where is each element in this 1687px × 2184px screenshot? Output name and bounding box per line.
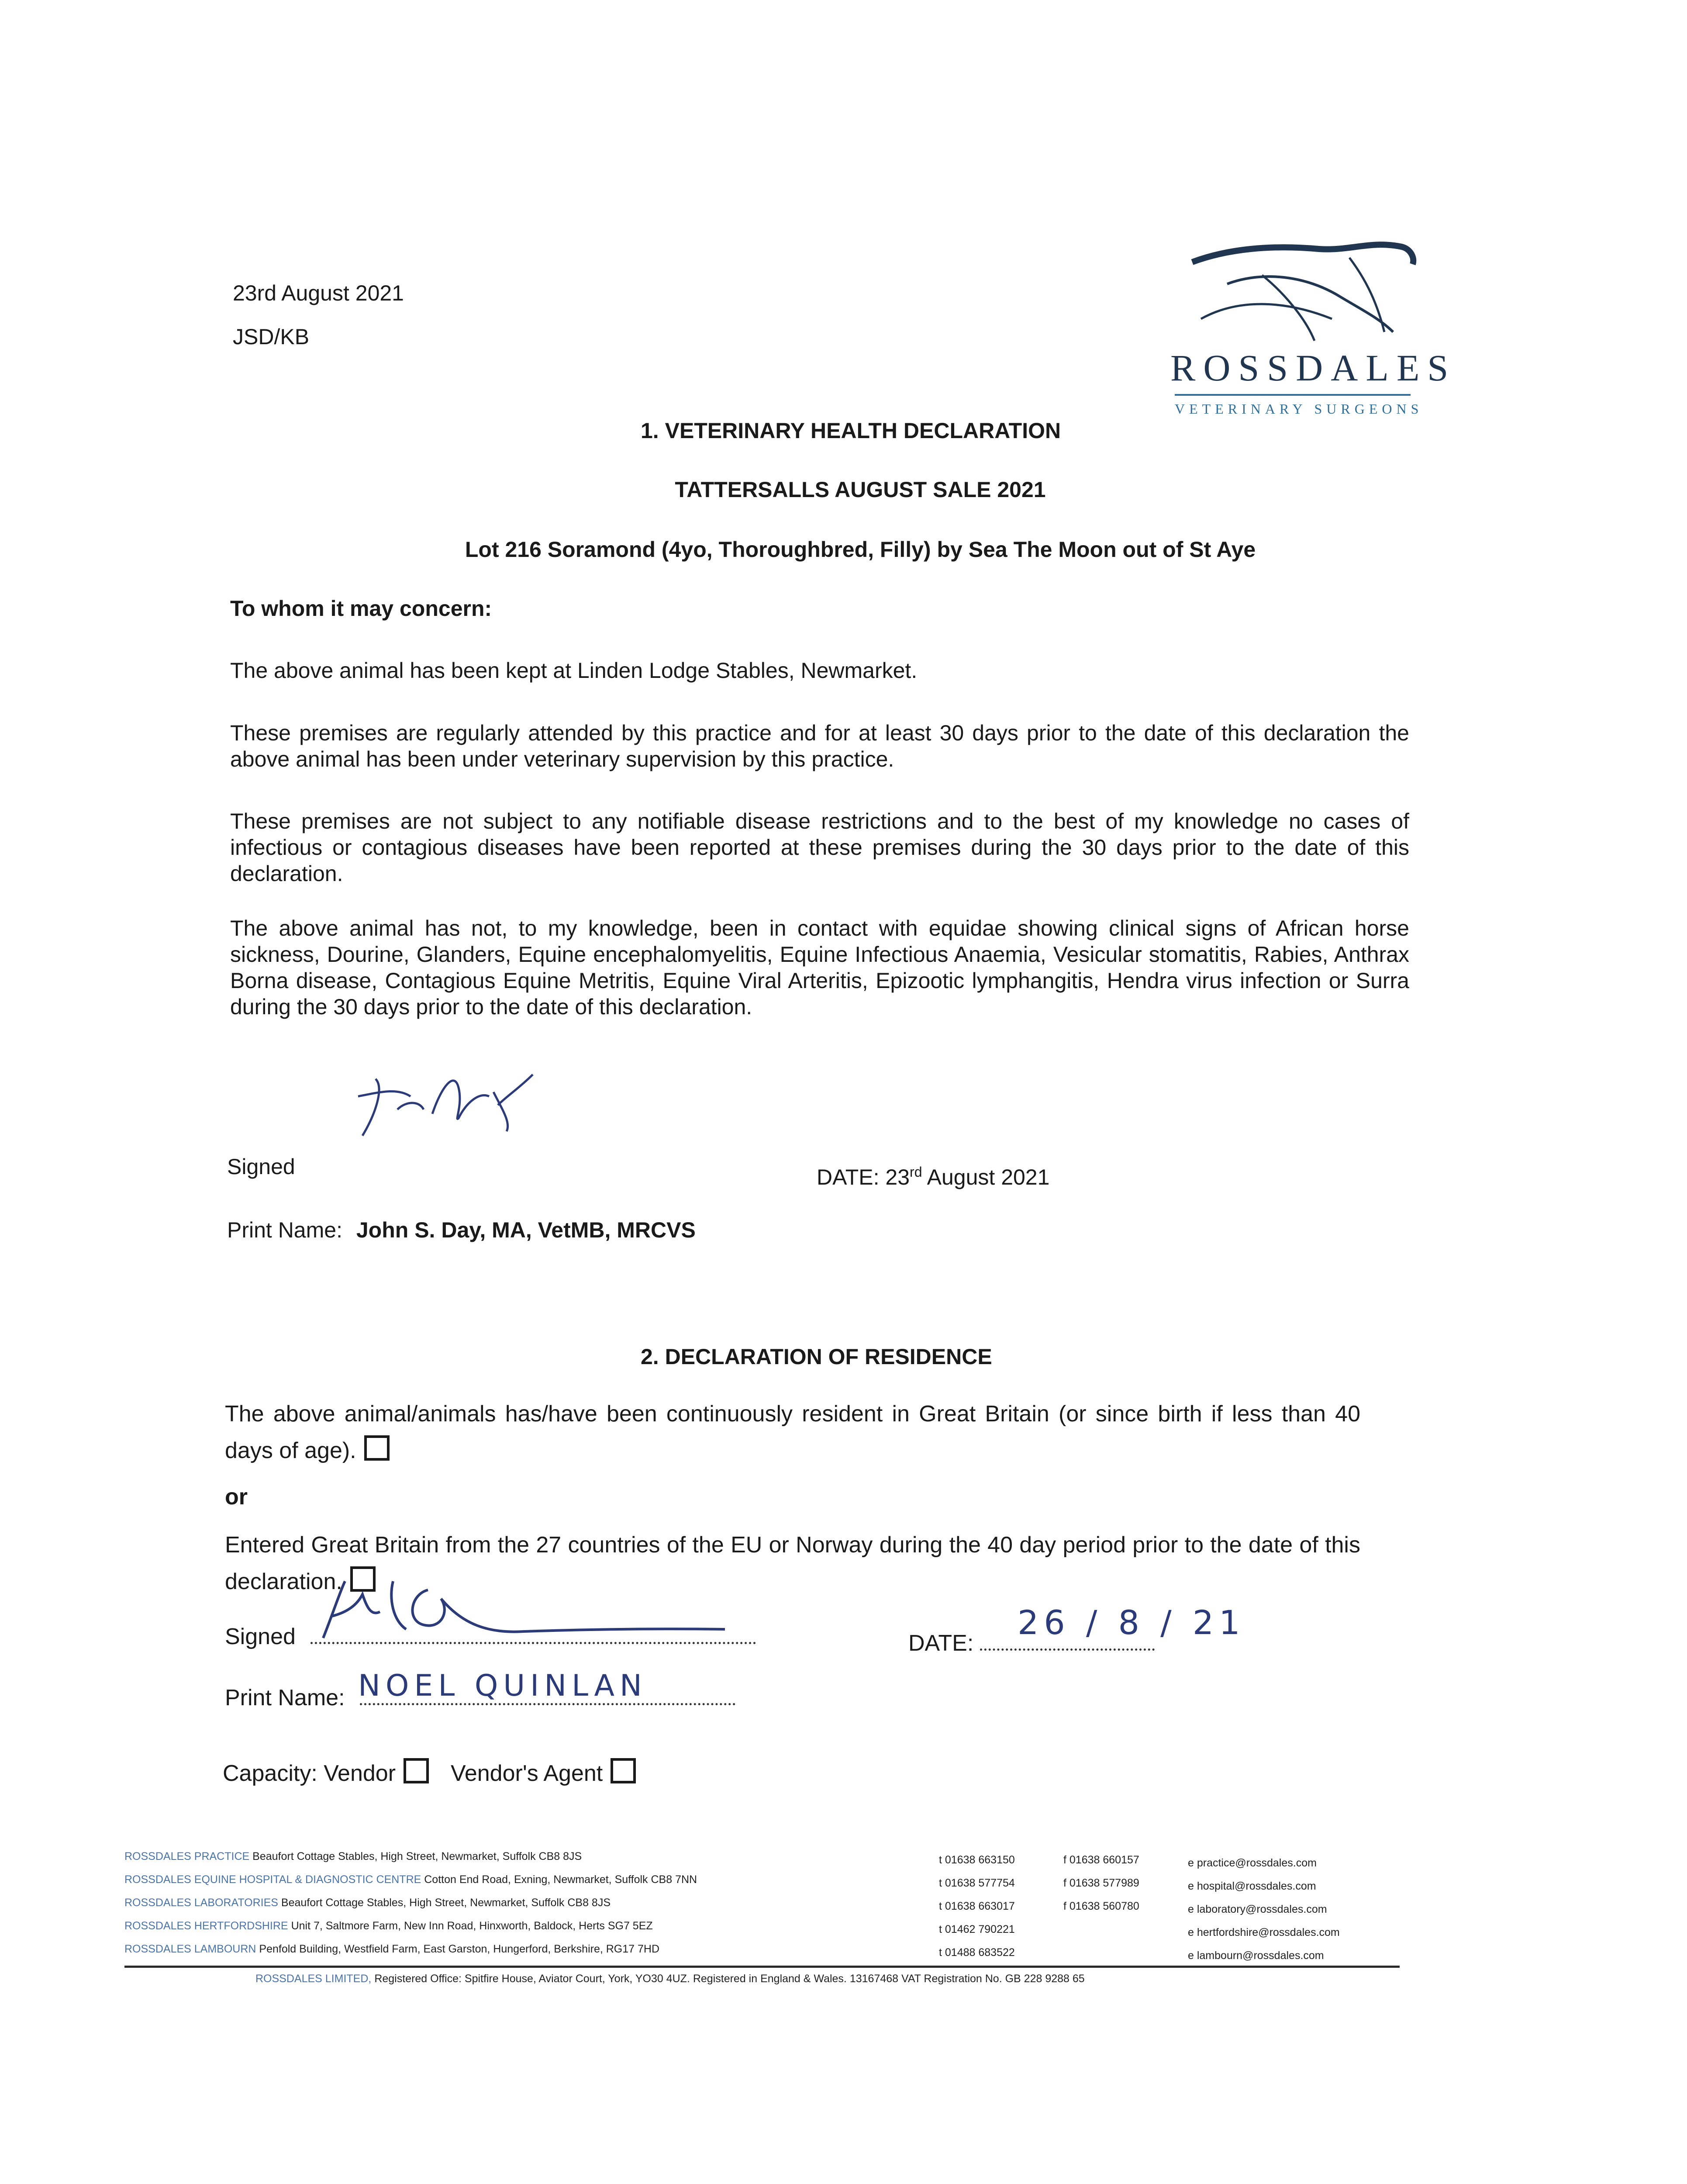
footer-row-hertfordshire [124,1919,653,1932]
print-name-row-1 [227,1216,696,1244]
lot-title: Lot 216 Soramond (4yo, Thoroughbred, Filly) by Sea The Moon out of St Aye [465,537,1256,562]
horse-logo-icon [1175,232,1419,345]
residence-option-2-text: Entered Great Britain from the 27 countries of the EU or Norway during the 40 day period prior to the date of this declaration. [225,1532,1360,1594]
footer-fax-laboratories: f 01638 560780 [1063,1900,1139,1912]
vet-signature-icon [345,1061,572,1158]
date-label-1: DATE: 23 [817,1165,910,1189]
date-line-2[interactable] [980,1648,1155,1651]
letter-date: 23rd August 2021 [233,281,404,305]
section1-title: 1. VETERINARY HEALTH DECLARATION [641,418,1061,443]
vendor-signature-icon [306,1564,786,1651]
capacity-vendor-checkbox[interactable] [404,1758,429,1783]
reference-code: JSD/KB [233,325,310,349]
sale-title: TATTERSALLS AUGUST SALE 2021 [675,477,1046,502]
capacity-agent-checkbox[interactable] [611,1758,636,1783]
footer-address-hospital: Cotton End Road, Exning, Newmarket, Suffolk CB8 7NN [424,1873,697,1886]
paragraph-premises: The above animal has been kept at Linden Lodge Stables, Newmarket. [230,658,918,683]
declaration-date-1 [817,1158,1049,1191]
or-label: or [225,1484,248,1510]
footer-registered-name: ROSSDALES LIMITED, [255,1973,372,1985]
section2-title: 2. DECLARATION OF RESIDENCE [641,1344,992,1369]
vet-print-name: John S. Day, MA, VetMB, MRCVS [356,1218,696,1242]
signed-label-1: Signed [227,1154,295,1179]
footer-row-lambourn [124,1942,659,1956]
footer-email-lambourn[interactable]: e lambourn@rossdales.com [1188,1949,1324,1962]
vendor-date-handwritten: 26 / 8 / 21 [1018,1603,1245,1642]
rossdales-logo [1162,232,1456,424]
date-suffix-1: rd [910,1164,922,1180]
footer-email-laboratories[interactable]: e laboratory@rossdales.com [1188,1903,1327,1915]
footer-email-hospital[interactable]: e hospital@rossdales.com [1188,1880,1316,1892]
residence-option-1 [225,1396,1360,1469]
footer-tel-lambourn: t 01488 683522 [939,1946,1015,1959]
footer-fax-hospital: f 01638 577989 [1063,1877,1139,1889]
footer-name-hertfordshire: ROSSDALES HERTFORDSHIRE [124,1920,288,1932]
footer-address-hertfordshire: Unit 7, Saltmore Farm, New Inn Road, Hinxworth, Baldock, Herts SG7 5EZ [291,1920,653,1932]
residence-option-1-checkbox[interactable] [364,1435,390,1461]
salutation: To whom it may concern: [230,596,492,621]
paragraph-contact: The above animal has not, to my knowledge, been in contact with equidae showing clinical signs of African horse sickness, Dourine, Glanders, Equine encephalomyelitis, Equine Infectious Anaemia, Vesicular stomatitis, Rabies, Anthrax Borna disease, Contagious Equine Metritis, Equine Viral Arteritis, Epizootic lymphangitis, Hendra virus infection or Surra during the 30 days prior to the date of this declaration. [230,916,1409,1019]
footer-address-practice: Beaufort Cottage Stables, High Street, Newmarket, Suffolk CB8 8JS [252,1850,582,1863]
print-name-label-2: Print Name: [225,1685,345,1711]
footer-row-practice [124,1850,582,1863]
footer-tel-practice: t 01638 663150 [939,1854,1015,1866]
capacity-agent-label: Vendor's Agent [451,1761,603,1786]
footer-name-practice: ROSSDALES PRACTICE [124,1850,250,1863]
logo-name: ROSSDALES [1170,347,1456,389]
footer-name-laboratories: ROSSDALES LABORATORIES [124,1897,278,1909]
footer-registered [255,1972,1085,1985]
footer-email-practice[interactable]: e practice@rossdales.com [1188,1857,1317,1869]
footer-tel-hertfordshire: t 01462 790221 [939,1923,1015,1935]
signed-label-2: Signed [225,1624,296,1649]
date-rest-1: August 2021 [922,1165,1050,1189]
footer-name-lambourn: ROSSDALES LAMBOURN [124,1943,256,1955]
footer-name-hospital: ROSSDALES EQUINE HOSPITAL & DIAGNOSTIC CENTRE [124,1873,421,1886]
print-name-line-2[interactable] [360,1703,735,1705]
footer-email-hertfordshire[interactable]: e hertfordshire@rossdales.com [1188,1926,1340,1939]
capacity-row [223,1758,636,1787]
logo-rule [1175,394,1411,396]
footer-tel-hospital: t 01638 577754 [939,1877,1015,1889]
footer-address-laboratories: Beaufort Cottage Stables, High Street, Newmarket, Suffolk CB8 8JS [281,1897,611,1909]
paragraph-disease-restrictions: These premises are not subject to any notifiable disease restrictions and to the best of my knowledge no cases of infectious or contagious diseases have been reported at these premises during the 30 days prior to the date of this declaration. [230,809,1409,886]
footer-fax-practice: f 01638 660157 [1063,1854,1139,1866]
paragraph-supervision: These premises are regularly attended by this practice and for at least 30 days prior to the date of this declaration the above animal has been under veterinary supervision by this practice. [230,721,1409,771]
footer-tel-laboratories: t 01638 663017 [939,1900,1015,1912]
date-label-2: DATE: [908,1631,974,1656]
footer-registered-text: Registered Office: Spitfire House, Aviator Court, York, YO30 4UZ. Registered in England & Wales. 13167468 VAT Registration No. GB 228 9288 65 [374,1973,1085,1985]
footer-divider [124,1966,1400,1968]
footer-row-hospital [124,1873,697,1886]
footer-row-laboratories [124,1896,611,1909]
footer-address-lambourn: Penfold Building, Westfield Farm, East Garston, Hungerford, Berkshire, RG17 7HD [259,1943,660,1955]
capacity-vendor-label: Capacity: Vendor [223,1761,396,1786]
print-name-label-1: Print Name: [227,1218,342,1242]
logo-tagline: VETERINARY SURGEONS [1175,401,1423,417]
residence-option-1-text: The above animal/animals has/have been continuously resident in Great Britain (or since birth if less than 40 days of age). [225,1401,1360,1463]
vendor-print-name-handwritten: NOEL QUINLAN [358,1669,647,1703]
